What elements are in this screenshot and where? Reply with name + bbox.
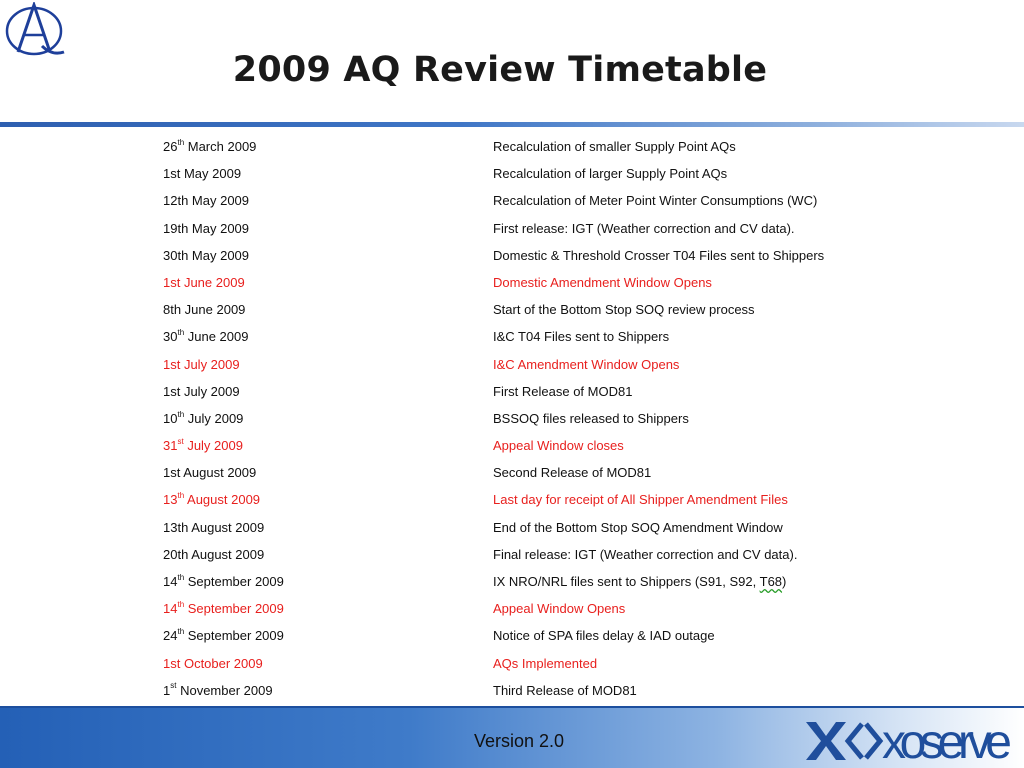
table-row: [0, 242, 1024, 269]
date-cell: 26th March 2009: [163, 137, 257, 154]
date-cell: 31st July 2009: [163, 436, 243, 454]
date-cell: 19th May 2009: [163, 220, 250, 236]
event-cell: First Release of MOD81: [493, 383, 633, 399]
event-cell: Second Release of MOD81: [493, 465, 652, 481]
event-cell: BSSOQ files released to Shippers: [493, 410, 689, 426]
date-cell: 1st August 2009: [163, 465, 257, 481]
brand-text: xoserve: [882, 716, 1012, 764]
table-row: [0, 296, 1024, 323]
date-cell: 1st June 2009: [163, 274, 245, 290]
table-row: [0, 269, 1024, 296]
timetable: [0, 133, 1024, 704]
title-divider: [0, 122, 1024, 127]
table-row: [0, 677, 1024, 704]
event-cell: Start of the Bottom Stop SOQ review process: [493, 302, 755, 318]
table-row: [0, 650, 1024, 677]
table-row: [0, 432, 1024, 459]
table-row: [0, 405, 1024, 432]
date-cell: 1st November 2009: [163, 681, 273, 698]
table-row: [0, 514, 1024, 541]
table-row: [0, 541, 1024, 568]
date-cell: 1st July 2009: [163, 383, 240, 399]
event-cell: Domestic & Threshold Crosser T04 Files sent to Shippers: [493, 247, 825, 263]
event-cell: Recalculation of smaller Supply Point AQs: [493, 139, 736, 154]
table-row: [0, 133, 1024, 160]
date-cell: 13th August 2009: [163, 491, 261, 508]
date-cell: 1st May 2009: [163, 166, 242, 182]
table-row: [0, 568, 1024, 595]
event-cell: Appeal Window Opens: [493, 601, 626, 617]
date-cell: 20th August 2009: [163, 546, 265, 562]
table-row: [0, 459, 1024, 486]
table-row: [0, 622, 1024, 649]
table-row: [0, 351, 1024, 378]
event-cell: Final release: IGT (Weather correction and CV data).: [493, 546, 798, 562]
table-row: [0, 160, 1024, 187]
table-row: [0, 486, 1024, 513]
footer-divider: [0, 706, 1024, 708]
date-cell: 13th August 2009: [163, 519, 265, 535]
table-row: [0, 215, 1024, 242]
version-label: Version 2.0: [474, 731, 565, 751]
event-cell: Appeal Window closes: [493, 438, 624, 454]
event-cell: End of the Bottom Stop SOQ Amendment Window: [493, 519, 783, 535]
date-cell: 24th September 2009: [163, 627, 284, 644]
event-cell: Domestic Amendment Window Opens: [493, 274, 712, 290]
date-cell: 8th June 2009: [163, 302, 246, 318]
date-cell: 12th May 2009: [163, 193, 250, 209]
table-row: [0, 595, 1024, 622]
event-cell: Last day for receipt of All Shipper Amendment Files: [493, 492, 788, 508]
date-cell: 14th September 2009: [163, 572, 284, 589]
table-row: [0, 323, 1024, 350]
table-row: [0, 378, 1024, 405]
table-row: [0, 187, 1024, 214]
date-cell: 30th June 2009: [163, 327, 249, 345]
date-cell: 1st October 2009: [163, 655, 263, 671]
event-cell: AQs Implemented: [493, 655, 598, 671]
event-cell: Recalculation of Meter Point Winter Consumptions (WC): [493, 193, 818, 209]
event-cell: I&C T04 Files sent to Shippers: [493, 329, 670, 345]
event-cell: Third Release of MOD81: [493, 682, 637, 698]
event-cell: Notice of SPA files delay & IAD outage: [493, 628, 715, 644]
event-cell: IX NRO/NRL files sent to Shippers (S91, S92, T68): [493, 574, 787, 589]
date-cell: 14th September 2009: [163, 599, 284, 617]
xoserve-logo: [804, 714, 1016, 764]
date-cell: 10th July 2009: [163, 409, 244, 426]
date-cell: 30th May 2009: [163, 247, 250, 263]
event-cell: First release: IGT (Weather correction and CV data).: [493, 220, 795, 236]
event-cell: Recalculation of larger Supply Point AQs: [493, 166, 728, 182]
event-cell: I&C Amendment Window Opens: [493, 356, 680, 372]
page-title: 2009 AQ Review Timetable: [232, 50, 768, 90]
date-cell: 1st July 2009: [163, 356, 240, 372]
